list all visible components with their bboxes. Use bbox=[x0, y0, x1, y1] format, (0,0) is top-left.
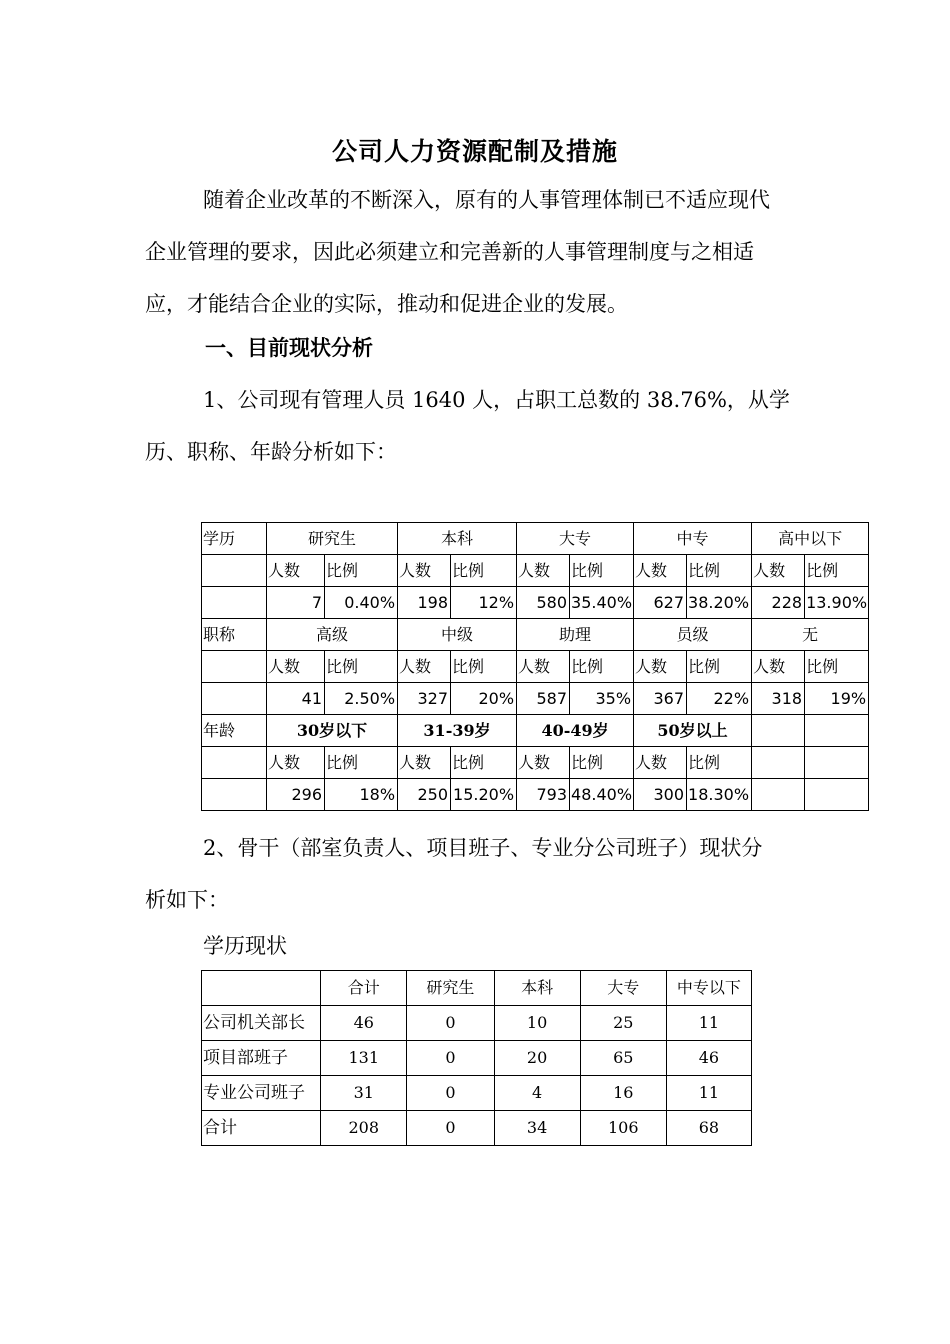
count-header: 人数 bbox=[517, 651, 570, 683]
group-header: 50岁以上 bbox=[634, 715, 752, 747]
table-row bbox=[202, 1006, 752, 1041]
count-header: 人数 bbox=[398, 555, 451, 587]
count-cell: 250 bbox=[398, 779, 451, 811]
count-cell: 296 bbox=[267, 779, 325, 811]
ratio-cell: 0.40% bbox=[325, 587, 398, 619]
count-header: 人数 bbox=[634, 651, 687, 683]
section-heading: 一、目前现状分析 bbox=[205, 335, 373, 360]
ratio-cell: 38.20% bbox=[687, 587, 752, 619]
count-cell: 228 bbox=[752, 587, 805, 619]
item2-line: 2、骨干（部室负责人、项目班子、专业分公司班子）现状分 bbox=[203, 836, 763, 860]
ratio-cell: 2.50% bbox=[325, 683, 398, 715]
ratio-cell: 35.40% bbox=[570, 587, 634, 619]
count-header: 人数 bbox=[267, 555, 325, 587]
column-header: 本科 bbox=[494, 971, 580, 1006]
group-header: 大专 bbox=[517, 523, 634, 555]
value-cell: 31 bbox=[321, 1076, 407, 1111]
table-row bbox=[202, 587, 869, 619]
value-cell: 46 bbox=[666, 1041, 751, 1076]
value-cell: 46 bbox=[321, 1006, 407, 1041]
table-row bbox=[202, 1076, 752, 1111]
value-cell: 10 bbox=[494, 1006, 580, 1041]
group-header: 无 bbox=[752, 619, 869, 651]
count-header: 人数 bbox=[517, 555, 570, 587]
group-header: 31-39岁 bbox=[398, 715, 517, 747]
group-header: 高级 bbox=[267, 619, 398, 651]
row-label: 公司机关部长 bbox=[202, 1006, 321, 1041]
value-cell: 68 bbox=[666, 1111, 751, 1146]
table-row bbox=[202, 1041, 752, 1076]
value-cell: 0 bbox=[407, 1006, 494, 1041]
intro-paragraph bbox=[145, 174, 810, 330]
ratio-cell: 13.90% bbox=[805, 587, 869, 619]
count-header: 人数 bbox=[752, 555, 805, 587]
count-cell: 7 bbox=[267, 587, 325, 619]
table-row bbox=[202, 715, 869, 747]
value-cell: 25 bbox=[580, 1006, 666, 1041]
ratio-cell: 22% bbox=[687, 683, 752, 715]
table-header-row bbox=[202, 971, 752, 1006]
item1-line: 1、公司现有管理人员 1640 人，占职工总数的 38.76%，从学 bbox=[203, 388, 790, 412]
table-row bbox=[202, 779, 869, 811]
count-cell: 627 bbox=[634, 587, 687, 619]
ratio-cell: 18.30% bbox=[687, 779, 752, 811]
value-cell: 106 bbox=[580, 1111, 666, 1146]
count-header: 人数 bbox=[634, 747, 687, 779]
column-header bbox=[202, 971, 321, 1006]
ratio-header: 比例 bbox=[687, 747, 752, 779]
row-label: 项目部班子 bbox=[202, 1041, 321, 1076]
count-header: 人数 bbox=[267, 747, 325, 779]
row-label: 学历 bbox=[202, 523, 267, 555]
row-label: 职称 bbox=[202, 619, 267, 651]
value-cell: 11 bbox=[666, 1076, 751, 1111]
ratio-header: 比例 bbox=[570, 555, 634, 587]
count-cell: 580 bbox=[517, 587, 570, 619]
value-cell: 65 bbox=[580, 1041, 666, 1076]
ratio-cell: 19% bbox=[805, 683, 869, 715]
group-header: 30岁以下 bbox=[267, 715, 398, 747]
ratio-cell: 35% bbox=[570, 683, 634, 715]
ratio-header: 比例 bbox=[325, 555, 398, 587]
document-title: 公司人力资源配制及措施 bbox=[331, 137, 618, 166]
count-header: 人数 bbox=[517, 747, 570, 779]
table-row bbox=[202, 1111, 752, 1146]
column-header: 大专 bbox=[580, 971, 666, 1006]
value-cell: 4 bbox=[494, 1076, 580, 1111]
ratio-cell: 18% bbox=[325, 779, 398, 811]
count-header: 人数 bbox=[752, 651, 805, 683]
count-header: 人数 bbox=[398, 651, 451, 683]
count-header: 人数 bbox=[398, 747, 451, 779]
ratio-header: 比例 bbox=[687, 555, 752, 587]
item2-paragraph bbox=[145, 822, 810, 926]
ratio-cell: 12% bbox=[451, 587, 517, 619]
value-cell: 11 bbox=[666, 1006, 751, 1041]
group-header: 40-49岁 bbox=[517, 715, 634, 747]
ratio-header: 比例 bbox=[570, 651, 634, 683]
value-cell: 34 bbox=[494, 1111, 580, 1146]
group-header: 中级 bbox=[398, 619, 517, 651]
item1-paragraph bbox=[145, 374, 810, 478]
count-cell: 41 bbox=[267, 683, 325, 715]
group-header: 本科 bbox=[398, 523, 517, 555]
ratio-cell: 20% bbox=[451, 683, 517, 715]
ratio-header: 比例 bbox=[805, 555, 869, 587]
value-cell: 16 bbox=[580, 1076, 666, 1111]
table-row bbox=[202, 683, 869, 715]
count-cell: 367 bbox=[634, 683, 687, 715]
group-header: 员级 bbox=[634, 619, 752, 651]
value-cell: 0 bbox=[407, 1041, 494, 1076]
column-header: 研究生 bbox=[407, 971, 494, 1006]
ratio-header: 比例 bbox=[805, 651, 869, 683]
row-label: 合计 bbox=[202, 1111, 321, 1146]
value-cell: 208 bbox=[321, 1111, 407, 1146]
count-header: 人数 bbox=[267, 651, 325, 683]
ratio-header: 比例 bbox=[325, 747, 398, 779]
table-row bbox=[202, 619, 869, 651]
column-header: 中专以下 bbox=[666, 971, 751, 1006]
table-caption: 学历现状 bbox=[203, 934, 287, 958]
ratio-header: 比例 bbox=[570, 747, 634, 779]
group-header: 研究生 bbox=[267, 523, 398, 555]
group-header: 高中以下 bbox=[752, 523, 869, 555]
table-row bbox=[202, 747, 869, 779]
intro-line: 应，才能结合企业的实际，推动和促进企业的发展。 bbox=[145, 292, 628, 316]
value-cell: 0 bbox=[407, 1076, 494, 1111]
table-row bbox=[202, 555, 869, 587]
intro-line: 随着企业改革的不断深入，原有的人事管理体制已不适应现代 bbox=[203, 188, 770, 212]
value-cell: 20 bbox=[494, 1041, 580, 1076]
group-header: 助理 bbox=[517, 619, 634, 651]
count-cell: 793 bbox=[517, 779, 570, 811]
table-row bbox=[202, 523, 869, 555]
ratio-cell: 15.20% bbox=[451, 779, 517, 811]
row-label: 专业公司班子 bbox=[202, 1076, 321, 1111]
backbone-education-table bbox=[201, 970, 752, 1146]
count-cell: 300 bbox=[634, 779, 687, 811]
column-header: 合计 bbox=[321, 971, 407, 1006]
ratio-cell: 48.40% bbox=[570, 779, 634, 811]
value-cell: 0 bbox=[407, 1111, 494, 1146]
count-cell: 318 bbox=[752, 683, 805, 715]
count-header: 人数 bbox=[634, 555, 687, 587]
management-stats-table bbox=[201, 522, 869, 811]
row-label: 年龄 bbox=[202, 715, 267, 747]
ratio-header: 比例 bbox=[451, 747, 517, 779]
ratio-header: 比例 bbox=[687, 651, 752, 683]
group-header: 中专 bbox=[634, 523, 752, 555]
count-cell: 587 bbox=[517, 683, 570, 715]
count-cell: 198 bbox=[398, 587, 451, 619]
ratio-header: 比例 bbox=[451, 555, 517, 587]
ratio-header: 比例 bbox=[325, 651, 398, 683]
count-cell: 327 bbox=[398, 683, 451, 715]
table-row bbox=[202, 651, 869, 683]
ratio-header: 比例 bbox=[451, 651, 517, 683]
intro-line: 企业管理的要求，因此必须建立和完善新的人事管理制度与之相适 bbox=[145, 240, 754, 264]
value-cell: 131 bbox=[321, 1041, 407, 1076]
item1-line: 历、职称、年龄分析如下： bbox=[145, 440, 397, 464]
item2-line: 析如下： bbox=[145, 888, 229, 912]
